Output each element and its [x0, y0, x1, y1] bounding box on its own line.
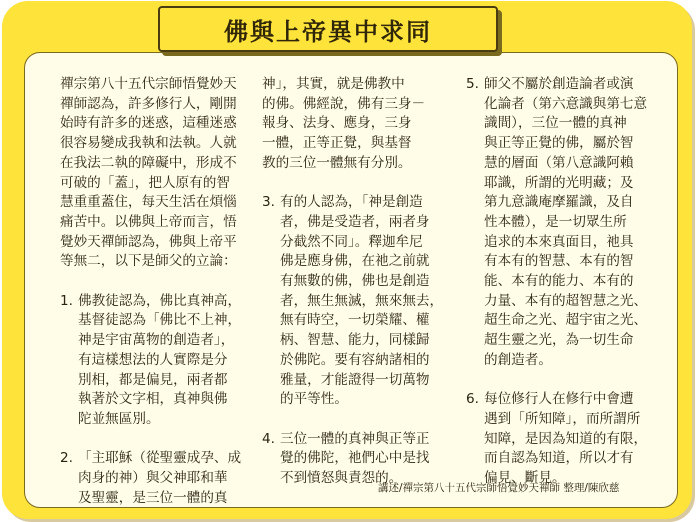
item-text: 三位一體的真神與正等正 覺的佛陀，祂們心中是找 不到憤怒與責怨的。: [280, 430, 430, 487]
intro-paragraph: 禪宗第八十五代宗師悟覺妙天 禪師認為，許多修行人，剛開 始時有許多的迷惑，這種迷惑 很容易變成我執和法執。人就 在我法二執的障礙中，形成不 可破的「蓋」，把人原有的智 慧重重蓋住，每天生活在煩惱 痛苦中。以佛與上帝而言，悟 覺妙天禪師認為，佛與上帝平 等無二，以下是師父的立論：: [60, 76, 237, 270]
item-continuation: 神」，其實，就是佛教中 的佛。佛經說，佛有三身－ 報身、法身、應身，三身 一體，正等正覺，與基督 教的三位一體無有分別。: [262, 76, 426, 171]
text-column-1: [60, 75, 242, 508]
list-item: [466, 390, 664, 489]
item-text: 有的人認為，「神是創造 者，佛是受造者，兩者身 分截然不同」。釋迦牟尼 佛是應身佛，在祂之前就 有無數的佛，佛也是創造 者，無生無滅，無來無去， 無有時空，一切榮耀、權 柄、智慧、能力，同樣歸 於佛陀。要有容納諸相的 雅量，才能證得一切萬物 的平等性。: [280, 194, 444, 408]
item-number: 1.: [60, 292, 73, 309]
text-column-3: [466, 75, 664, 489]
item-number: 5.: [466, 76, 479, 92]
item-number: 2.: [60, 450, 73, 467]
item-text: 每位修行人在修行中會遭 遇到「所知障」，而所謂所 知障，是因為知道的有限， 而自認為知道，所以才有 偏見、斷見。: [484, 391, 648, 487]
item-text: 「主耶穌（從聖靈成孕、成 肉身的神）與父神耶和華 及聖靈，是三位一體的真: [78, 450, 242, 506]
list-item: [60, 292, 242, 430]
item-text: 師父不屬於創造論者或演 化論者（第六意識與第七意 識間），三位一體的真神 與正等正覺的佛，屬於智 慧的層面（第八意識阿賴 耶識，所謂的光明藏；及 第九意識庵摩羅識，及自 性本體），是一切眾生所 追求的本來真面目，祂具 有本有的智慧、本有的智 能、本有的能力、本有的 力量、本有的超智慧之光、 超生命之光、超宇宙之光、 超生靈之光，為一切生命 的創造者。: [484, 76, 648, 368]
text-column-2: [262, 75, 454, 489]
list-item: [466, 75, 664, 371]
list-item: [60, 449, 242, 508]
item-text: 佛教徒認為，佛比真神高， 基督徒認為「佛比不上神， 神是宇宙萬物的創造者」， 有這樣想法的人實際是分 別相，都是偏見，兩者都 執著於文字相，真神與佛 陀並無區別。: [78, 292, 242, 427]
credits-line: 講述/禪宗第八十五代宗師悟覺妙天禪師 整理/陳欣慈: [378, 482, 620, 494]
list-item: [262, 193, 454, 410]
item-number: 6.: [466, 391, 479, 408]
item-number: 3.: [262, 194, 275, 211]
item-number: 4.: [262, 430, 275, 447]
title-banner: [158, 6, 498, 52]
page-title: 佛與上帝異中求同: [224, 17, 432, 46]
